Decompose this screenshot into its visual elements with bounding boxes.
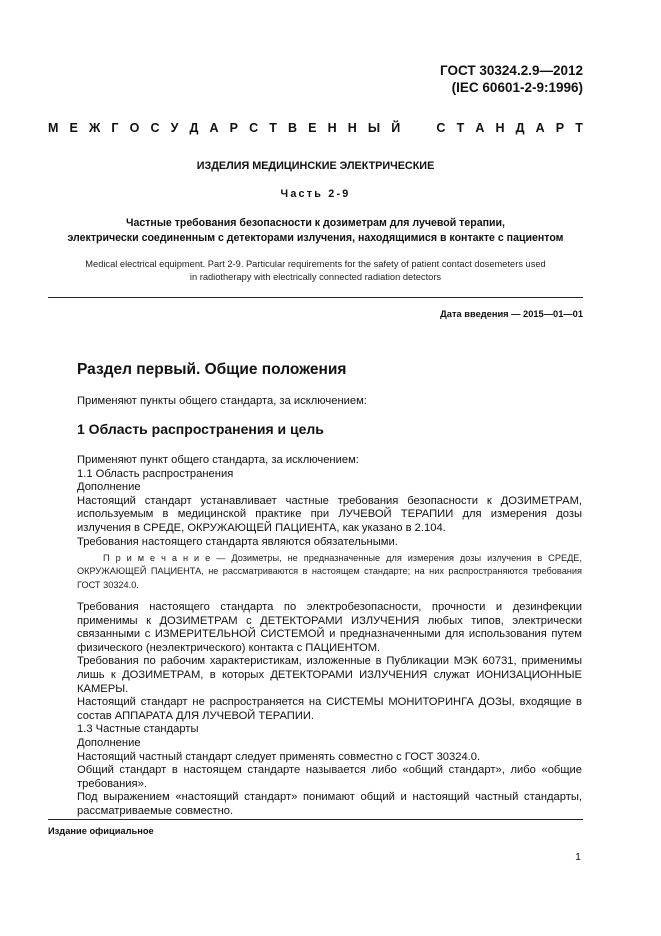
banner-gap: [411, 121, 425, 135]
document-title: ИЗДЕЛИЯ МЕДИЦИНСКИЕ ЭЛЕКТРИЧЕСКИЕ: [196, 160, 435, 172]
english-title-line-2: in radiotherapy with electrically connected radiation detectors: [189, 272, 442, 282]
banner-letter: Ж: [88, 121, 101, 135]
subclause-1-1: 1.1 Область распространения: [77, 467, 234, 480]
scope-paragraph: Настоящий стандарт устанавливает частные требования безопасности к ДОЗИМЕТРАМ, используемым в медицинской практике при ЛУЧЕВОЙ ТЕРАПИИ для измерения дозы излучения в СРЕДЕ, ОКРУЖАЮЩЕЙ ПАЦИЕНТА, как указано в 2.104.: [77, 494, 582, 534]
introduction-date: Дата введения — 2015—01—01: [440, 309, 583, 319]
clause-heading: 1 Область распространения и цель: [77, 421, 324, 437]
requirements-paragraph: Требования настоящего стандарта по электробезопасности, прочности и дезинфекции применимы к ДОЗИМЕТРАМ с ДЕТЕКТОРАМИ ИЗЛУЧЕНИЯ любых типов, электрически связанными с ИЗМЕРИТЕЛЬНОЙ СИСТЕМОЙ и предназначенными для использования путем физического (неэлектрического) контакта с ПАЦИЕНТОМ.: [77, 601, 582, 654]
banner-letter: Е: [69, 121, 78, 135]
note: [77, 552, 582, 592]
banner-letter: Р: [555, 121, 565, 135]
footer-divider: [48, 819, 583, 820]
english-title-line-1: Medical electrical equipment. Part 2-9. Particular requirements for the safety of patient contact dosemeters used: [85, 259, 546, 269]
banner-letter: Д: [515, 121, 525, 135]
clause-body: [77, 454, 582, 549]
document-subtitle: [48, 216, 583, 246]
standard-code: [440, 62, 583, 96]
addition-label: Дополнение: [77, 481, 141, 494]
standard-number: ГОСТ 30324.2.9—2012: [440, 63, 583, 78]
banner-letter: С: [150, 121, 160, 135]
english-title: [48, 258, 583, 284]
banner-letter: Д: [189, 121, 199, 135]
section-intro: Применяют пункты общего стандарта, за исключением:: [77, 395, 367, 407]
banner-letter: В: [287, 121, 298, 135]
clause-body-continued: [77, 601, 582, 819]
part-number: Часть 2-9: [280, 188, 351, 200]
section-heading: Раздел первый. Общие положения: [77, 361, 347, 378]
banner-letter: Е: [308, 121, 317, 135]
iec-reference: (IEC 60601-2-9:1996): [451, 80, 583, 95]
mandatory-paragraph: Требования настоящего стандарта являются обязательными.: [77, 535, 398, 548]
interstate-standard-banner: [48, 121, 583, 135]
banner-letter: Р: [229, 121, 238, 135]
clause-intro: Применяют пункт общего стандарта, за исключением:: [77, 454, 359, 466]
this-standard-paragraph: Под выражением «настоящий стандарт» понимают общий и настоящий частный стандарты, рассматриваемые совместно.: [77, 791, 582, 817]
performance-paragraph: Требования по рабочим характеристикам, изложенные в Публикации МЭК 60731, применимы лишь к ДОЗИМЕТРАМ, в которых ДЕТЕКТОРАМИ ИЗЛУЧЕНИЯ служат ИОНИЗАЦИОННЫЕ КАМЕРЫ.: [77, 655, 582, 695]
general-standard-paragraph: Общий стандарт в настоящем стандарте называется либо «общий стандарт», либо «общие требования».: [77, 764, 582, 790]
banner-letter: С: [436, 121, 446, 135]
banner-letter: Н: [327, 121, 337, 135]
note-text: — Дозиметры, не предназначенные для измерения дозы излучения в СРЕДЕ, ОКРУЖАЮЩЕЙ ПАЦИЕНТА, не рассматриваются в настоящем стандарте; на них распространяются требования ГОСТ 30324.0.: [77, 553, 582, 590]
official-edition-label: Издание официальное: [48, 826, 154, 836]
banner-letter: Й: [391, 121, 401, 135]
collateral-paragraph: Настоящий частный стандарт следует применять совместно с ГОСТ 30324.0.: [77, 750, 481, 763]
subtitle-line-1: Частные требования безопасности к дозиметрам для лучевой терапии,: [126, 217, 505, 229]
banner-letter: Т: [269, 121, 277, 135]
banner-letter: Н: [347, 121, 357, 135]
exclusion-paragraph: Настоящий стандарт не распространяется на СИСТЕМЫ МОНИТОРИНГА ДОЗЫ, входящие в состав АППАРАТА ДЛЯ ЛУЧЕВОЙ ТЕРАПИИ.: [77, 696, 582, 722]
title-divider: [48, 297, 583, 298]
subtitle-line-2: электрически соединенным с детекторами излучения, находящимися в контакте с пациентом: [67, 232, 564, 244]
banner-letter: О: [129, 121, 140, 135]
page-number: 1: [575, 851, 581, 863]
banner-letter: Г: [111, 121, 119, 135]
subclause-1-3: 1.3 Частные стандарты: [77, 723, 199, 736]
subclause-1-3-addition: Дополнение: [77, 736, 141, 749]
banner-letter: А: [535, 121, 545, 135]
note-label: П р и м е ч а н и е: [103, 553, 211, 563]
banner-letter: У: [170, 121, 179, 135]
banner-letter: С: [249, 121, 259, 135]
banner-letter: Н: [495, 121, 505, 135]
banner-letter: Т: [456, 121, 465, 135]
banner-letter: Ы: [367, 121, 381, 135]
banner-letter: А: [209, 121, 219, 135]
banner-letter: А: [475, 121, 485, 135]
banner-letter: Т: [575, 121, 583, 135]
banner-letter: М: [48, 121, 59, 135]
